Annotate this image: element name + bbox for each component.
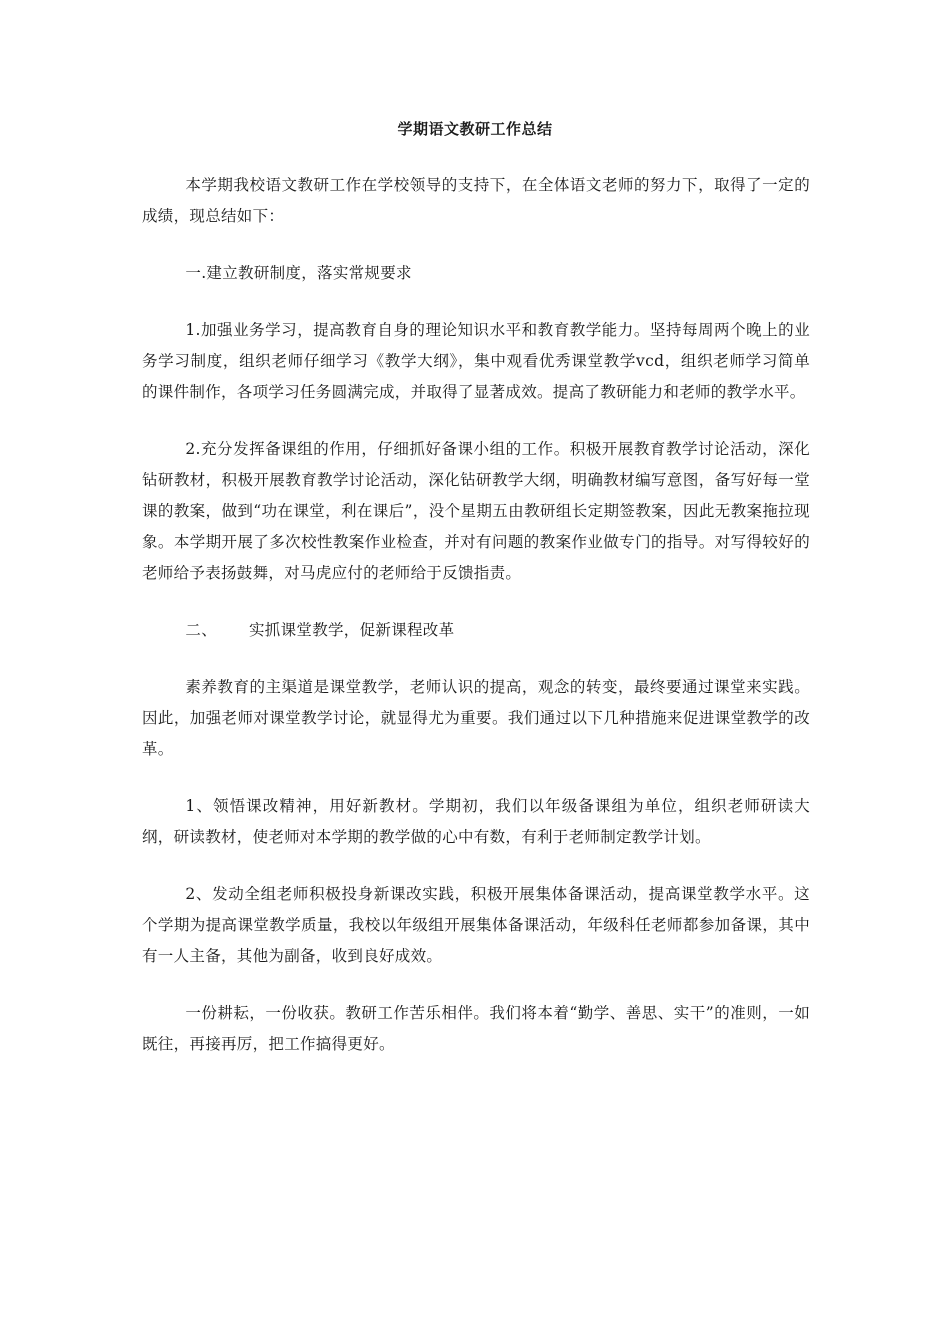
- section-1-paragraph-1: 1.加强业务学习，提高教育自身的理论知识水平和教育教学能力。坚持每周两个晚上的业务学习制度，组织老师仔细学习《教学大纲》，集中观看优秀课堂教学vcd，组织老师学习简单的课件制作，各项学习任务圆满完成，并取得了显著成效。提高了教研能力和老师的教学水平。: [142, 321, 810, 401]
- section-2-heading-text: 实抓课堂教学，促新课程改革: [249, 621, 455, 639]
- document-title: 学期语文教研工作总结: [397, 120, 553, 138]
- section-2-paragraph-2: 1、领悟课改精神，用好新教材。学期初，我们以年级备课组为单位，组织老师研读大纲，研读教材，使老师对本学期的教学做的心中有数，有利于老师制定教学计划。: [142, 797, 810, 846]
- conclusion-paragraph: 一份耕耘，一份收获。教研工作苦乐相伴。我们将本着“勤学、善思、实干”的准则，一如既往，再接再厉，把工作搞得更好。: [142, 1004, 810, 1053]
- intro-paragraph: 本学期我校语文教研工作在学校领导的支持下，在全体语文老师的努力下，取得了一定的成绩，现总结如下：: [142, 176, 810, 225]
- section-1-paragraph-2: 2.充分发挥备课组的作用，仔细抓好备课小组的工作。积极开展教育教学讨论活动，深化钻研教材，积极开展教育教学讨论活动，深化钻研教学大纲，明确教材编写意图，备写好每一堂课的教案，做到“功在课堂，利在课后”，没个星期五由教研组长定期签教案，因此无教案拖拉现象。本学期开展了多次校性教案作业检查，并对有问题的教案作业做专门的指导。对写得较好的老师给予表扬鼓舞，对马虎应付的老师给于反馈指责。: [142, 440, 810, 582]
- document-body: [142, 170, 810, 1086]
- section-2-paragraph-1: 素养教育的主渠道是课堂教学，老师认识的提高，观念的转变，最终要通过课堂来实践。因此，加强老师对课堂教学讨论，就显得尤为重要。我们通过以下几种措施来促进课堂教学的改革。: [142, 678, 810, 758]
- section-2-heading-number: 二、: [185, 621, 217, 639]
- section-2-heading: [142, 615, 810, 646]
- section-1-heading: 一.建立教研制度，落实常规要求: [185, 264, 412, 282]
- section-2-paragraph-3: 2、发动全组老师积极投身新课改实践，积极开展集体备课活动，提高课堂教学水平。这个学期为提高课堂教学质量，我校以年级组开展集体备课活动，年级科任老师都参加备课，其中有一人主备，其他为副备，收到良好成效。: [142, 885, 810, 965]
